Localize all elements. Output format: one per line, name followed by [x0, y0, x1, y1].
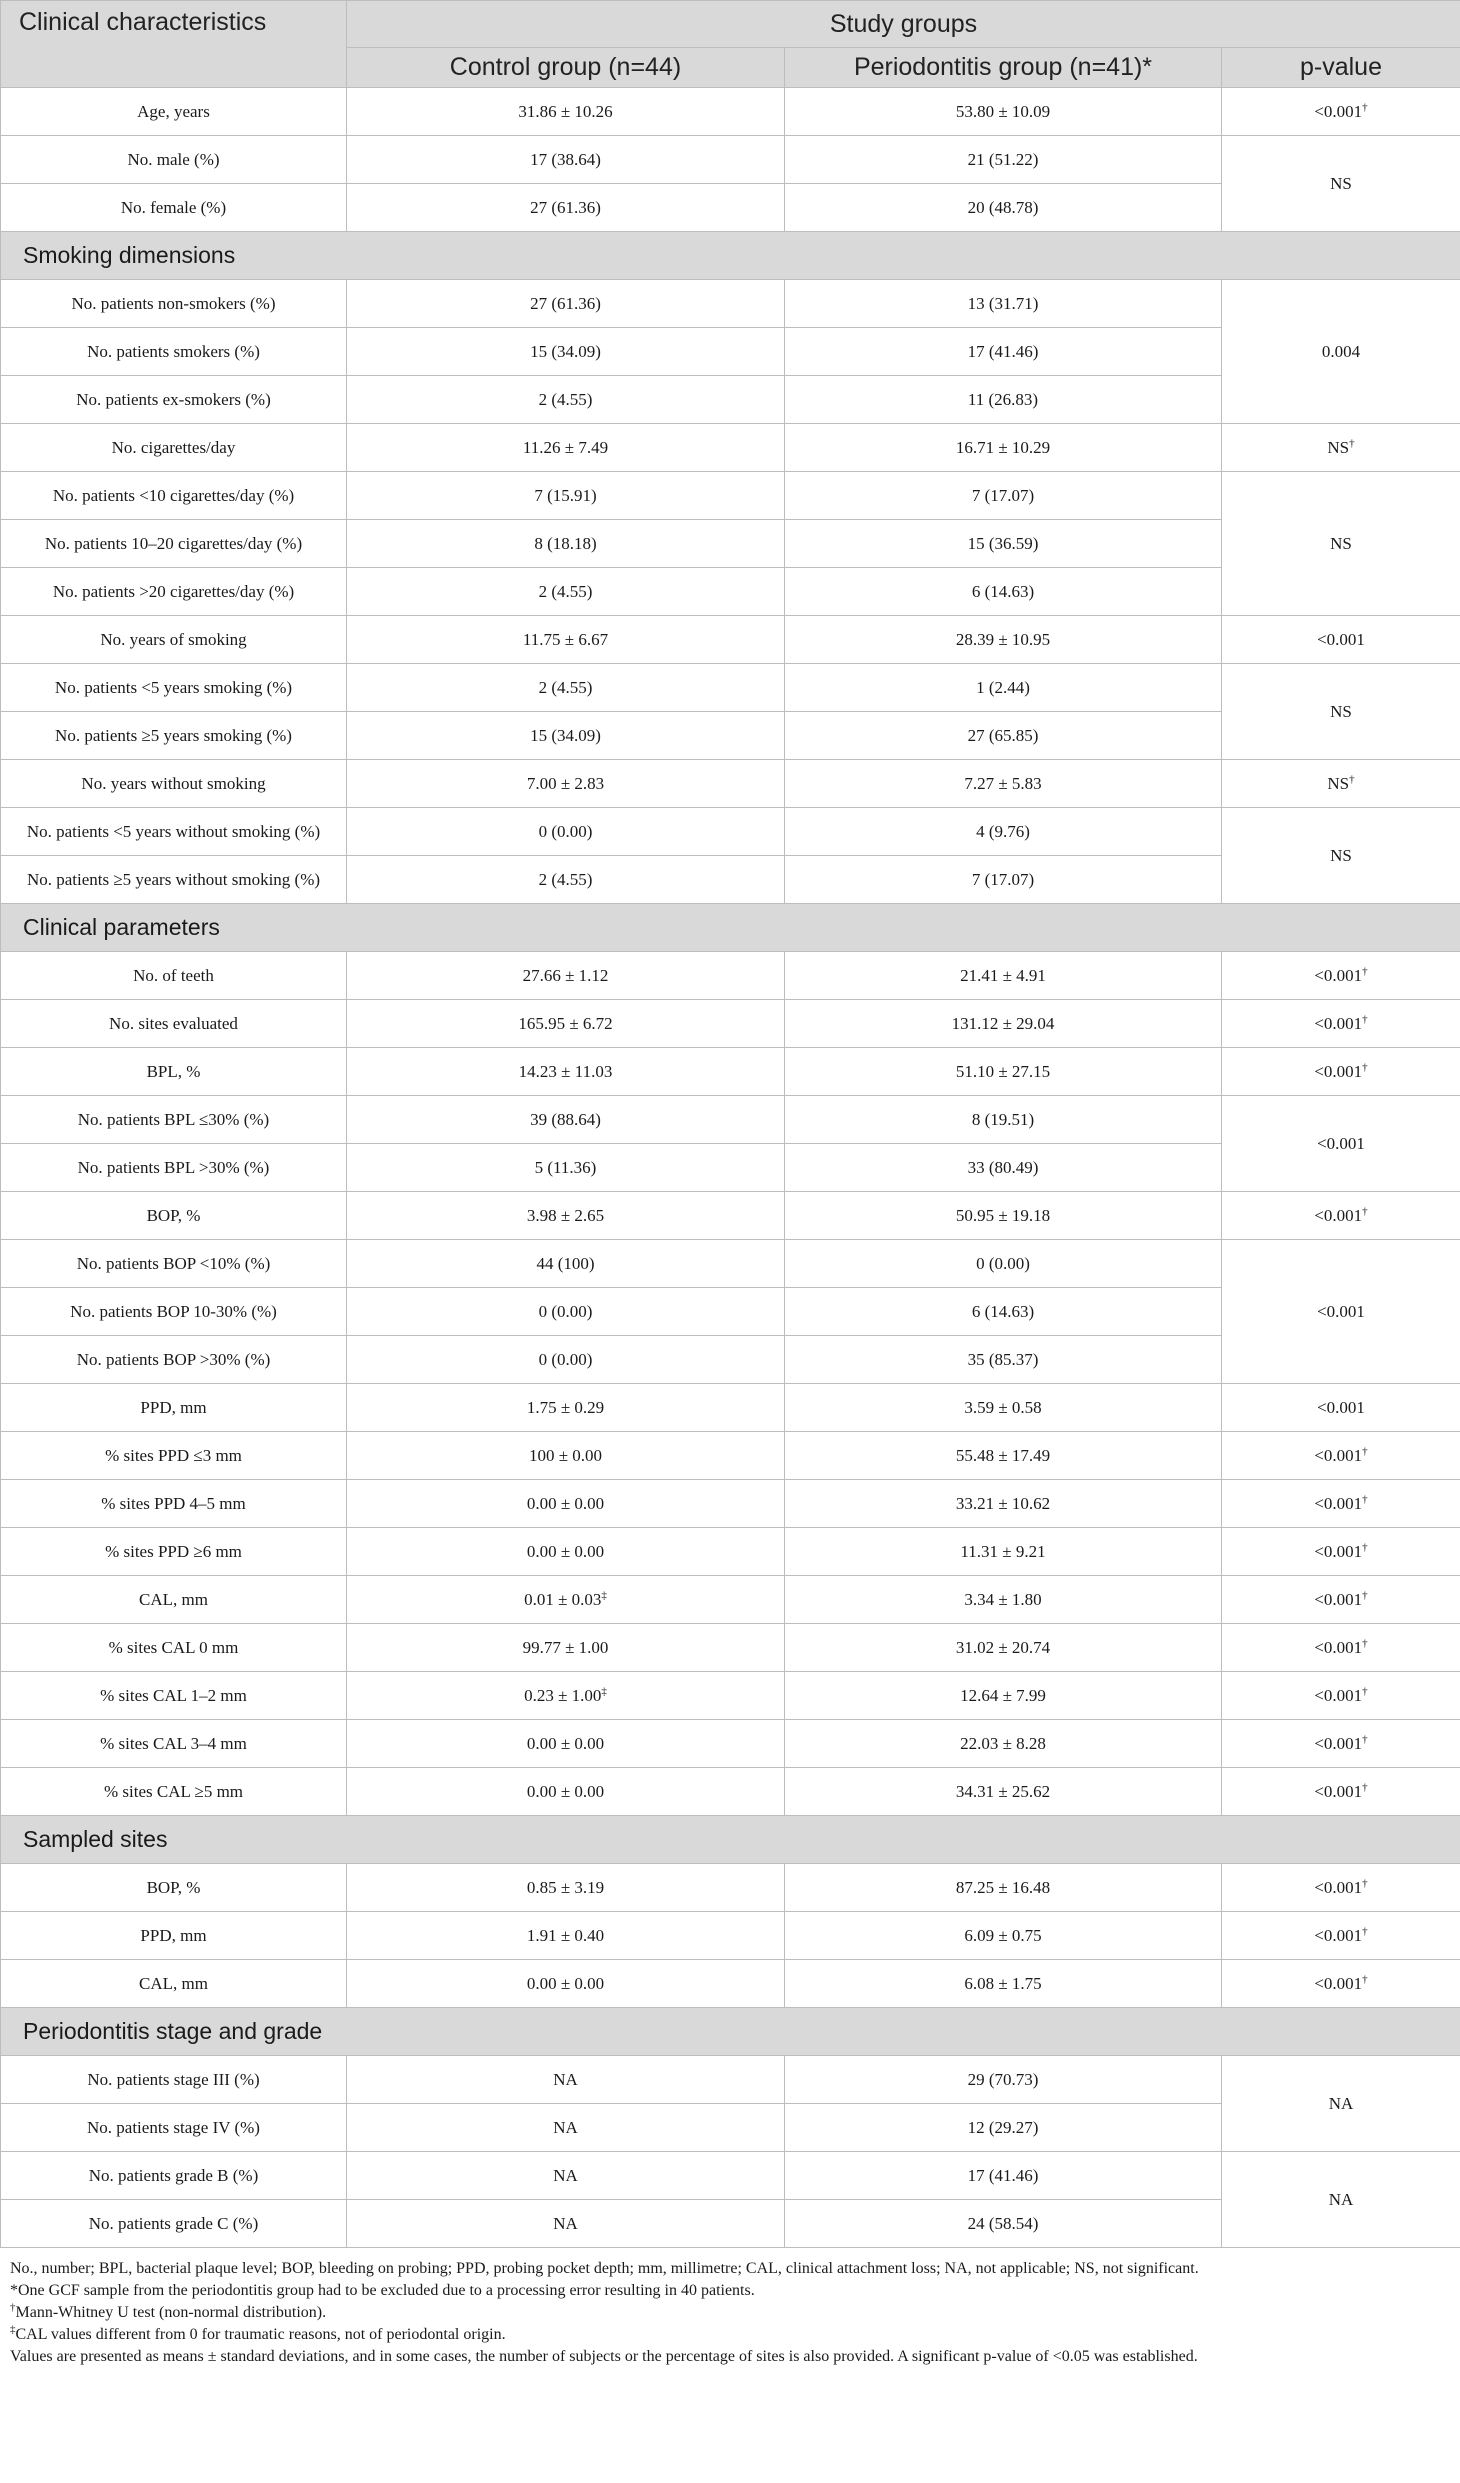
row-label: BOP, % — [1, 1864, 347, 1912]
control-value — [347, 808, 785, 856]
section-heading: Sampled sites — [1, 1816, 1460, 1864]
row-label: BPL, % — [1, 1048, 347, 1096]
table-row — [1, 1384, 1460, 1432]
header-study-groups: Study groups — [347, 1, 1460, 48]
header-clinical-characteristics: Clinical characteristics — [1, 1, 347, 88]
control-value-text: 44 (100) — [536, 1254, 595, 1273]
row-label: No. patients BOP 10-30% (%) — [1, 1288, 347, 1336]
footnote — [10, 2280, 1450, 2302]
row-label: No. patients non-smokers (%) — [1, 280, 347, 328]
footnote — [10, 2324, 1450, 2346]
table-row — [1, 1720, 1460, 1768]
row-label: BOP, % — [1, 1192, 347, 1240]
footnote-mark: † — [1362, 1877, 1368, 1890]
table-row — [1, 1528, 1460, 1576]
control-value — [347, 1384, 785, 1432]
periodontitis-value: 7 (17.07) — [785, 472, 1222, 520]
row-label: % sites PPD 4–5 mm — [1, 1480, 347, 1528]
periodontitis-value: 51.10 ± 27.15 — [785, 1048, 1222, 1096]
control-value — [347, 376, 785, 424]
control-value — [347, 1048, 785, 1096]
control-value — [347, 1144, 785, 1192]
p-value-text: <0.001 — [1314, 1974, 1363, 1993]
periodontitis-value: 12 (29.27) — [785, 2104, 1222, 2152]
p-value-text: <0.001 — [1317, 630, 1365, 649]
control-value-text: 100 ± 0.00 — [528, 1446, 603, 1465]
footnote-mark: ‡ — [601, 1685, 607, 1698]
periodontitis-value: 21 (51.22) — [785, 136, 1222, 184]
periodontitis-value: 31.02 ± 20.74 — [785, 1624, 1222, 1672]
table-row — [1, 1960, 1460, 2008]
row-label: No. patients BOP <10% (%) — [1, 1240, 347, 1288]
control-value — [347, 280, 785, 328]
row-label: No. female (%) — [1, 184, 347, 232]
p-value-text: <0.001 — [1314, 1206, 1363, 1225]
control-value — [347, 424, 785, 472]
control-value-text: 0.23 ± 1.00 — [524, 1686, 602, 1705]
control-value-text: 0.00 ± 0.00 — [526, 1782, 605, 1801]
control-value — [347, 2152, 785, 2200]
p-value — [1222, 808, 1460, 904]
table-header — [1, 1, 1460, 88]
table-row — [1, 1480, 1460, 1528]
row-label: % sites PPD ≥6 mm — [1, 1528, 347, 1576]
control-value-text: 11.26 ± 7.49 — [522, 438, 609, 457]
control-value-text: 17 (38.64) — [530, 150, 601, 169]
table-row — [1, 1864, 1460, 1912]
row-label: No. male (%) — [1, 136, 347, 184]
table-row — [1, 952, 1460, 1000]
control-value-text: NA — [553, 2166, 578, 2185]
periodontitis-value: 11.31 ± 9.21 — [785, 1528, 1222, 1576]
p-value-text: <0.001 — [1314, 1734, 1363, 1753]
control-value-text: 0.85 ± 3.19 — [526, 1878, 605, 1897]
table-row — [1, 1768, 1460, 1816]
table-body — [1, 88, 1460, 2248]
row-label: No. sites evaluated — [1, 1000, 347, 1048]
p-value — [1222, 1768, 1460, 1816]
control-value-text: 165.95 ± 6.72 — [518, 1014, 613, 1033]
control-value — [347, 1480, 785, 1528]
table-row — [1, 1624, 1460, 1672]
table-row — [1, 1912, 1460, 1960]
row-label: No. patients grade C (%) — [1, 2200, 347, 2248]
p-value — [1222, 2056, 1460, 2152]
control-value-text: 0.01 ± 0.03 — [524, 1590, 602, 1609]
control-value-text: 5 (11.36) — [534, 1158, 597, 1177]
p-value-text: <0.001 — [1314, 1446, 1363, 1465]
periodontitis-value: 6 (14.63) — [785, 568, 1222, 616]
row-label: PPD, mm — [1, 1384, 347, 1432]
periodontitis-value: 0 (0.00) — [785, 1240, 1222, 1288]
p-value-text: NS — [1330, 846, 1352, 865]
row-label: No. years of smoking — [1, 616, 347, 664]
p-value — [1222, 1000, 1460, 1048]
p-value-text: <0.001 — [1314, 1686, 1363, 1705]
periodontitis-value: 29 (70.73) — [785, 2056, 1222, 2104]
control-value-text: NA — [553, 2214, 578, 2233]
footnote — [10, 2258, 1450, 2280]
footnote-mark: † — [1362, 1925, 1368, 1938]
row-label: No. patients stage IV (%) — [1, 2104, 347, 2152]
control-value — [347, 2104, 785, 2152]
control-value — [347, 1672, 785, 1720]
footnote-mark: † — [1362, 965, 1368, 978]
control-value — [347, 856, 785, 904]
table-row — [1, 760, 1460, 808]
table-row — [1, 1432, 1460, 1480]
footnote-text: CAL values different from 0 for traumatic reasons, not of periodontal origin. — [15, 2326, 506, 2343]
control-value-text: 0 (0.00) — [538, 1302, 593, 1321]
footnote-text: No., number; BPL, bacterial plaque level; BOP, bleeding on probing; PPD, probing pocket depth; mm, millimetre; CAL, clinical attachment loss; NA, not applicable; NS, not significant. — [10, 2260, 1199, 2277]
row-label: No. patients BPL >30% (%) — [1, 1144, 347, 1192]
periodontitis-value: 33.21 ± 10.62 — [785, 1480, 1222, 1528]
p-value — [1222, 1576, 1460, 1624]
footnote-mark: † — [10, 2301, 16, 2314]
control-value — [347, 1576, 785, 1624]
row-label: % sites CAL 0 mm — [1, 1624, 347, 1672]
footnote-mark: † — [1362, 1733, 1368, 1746]
table-row — [1, 1048, 1460, 1096]
control-value — [347, 1720, 785, 1768]
control-value — [347, 1864, 785, 1912]
p-value-text: <0.001 — [1314, 1494, 1363, 1513]
periodontitis-value: 87.25 ± 16.48 — [785, 1864, 1222, 1912]
control-value — [347, 472, 785, 520]
p-value — [1222, 664, 1460, 760]
row-label: No. of teeth — [1, 952, 347, 1000]
p-value — [1222, 952, 1460, 1000]
periodontitis-value: 17 (41.46) — [785, 328, 1222, 376]
p-value — [1222, 1048, 1460, 1096]
p-value — [1222, 1672, 1460, 1720]
table-row — [1, 1192, 1460, 1240]
control-value-text: 2 (4.55) — [538, 390, 593, 409]
p-value — [1222, 1528, 1460, 1576]
control-value — [347, 1096, 785, 1144]
p-value-text: NS — [1330, 174, 1352, 193]
footnote-mark: † — [1362, 1445, 1368, 1458]
table-row — [1, 1576, 1460, 1624]
table-row — [1, 616, 1460, 664]
control-value — [347, 136, 785, 184]
periodontitis-value: 8 (19.51) — [785, 1096, 1222, 1144]
row-label: No. patients ex-smokers (%) — [1, 376, 347, 424]
footnote-mark: ‡ — [10, 2323, 16, 2336]
control-value — [347, 1528, 785, 1576]
p-value-text: NA — [1328, 2094, 1354, 2113]
control-value — [347, 760, 785, 808]
control-value-text: 7 (15.91) — [534, 486, 597, 505]
footnote-mark: † — [1362, 1013, 1368, 1026]
row-label: % sites CAL ≥5 mm — [1, 1768, 347, 1816]
control-value — [347, 1000, 785, 1048]
periodontitis-value: 35 (85.37) — [785, 1336, 1222, 1384]
table-row — [1, 1672, 1460, 1720]
row-label: PPD, mm — [1, 1912, 347, 1960]
control-value — [347, 1432, 785, 1480]
p-value-text: <0.001 — [1314, 102, 1363, 121]
p-value-text: <0.001 — [1314, 1782, 1363, 1801]
control-value-text: 1.91 ± 0.40 — [526, 1926, 605, 1945]
control-value-text: 7.00 ± 2.83 — [526, 774, 605, 793]
footnote — [10, 2346, 1450, 2368]
control-value-text: 99.77 ± 1.00 — [522, 1638, 609, 1657]
row-label: % sites PPD ≤3 mm — [1, 1432, 347, 1480]
row-label: No. patients BPL ≤30% (%) — [1, 1096, 347, 1144]
p-value-text: <0.001 — [1314, 1014, 1363, 1033]
periodontitis-value: 13 (31.71) — [785, 280, 1222, 328]
table-row — [1, 136, 1460, 184]
row-label: Age, years — [1, 88, 347, 136]
row-label: No. patients smokers (%) — [1, 328, 347, 376]
row-label: No. patients ≥5 years without smoking (%) — [1, 856, 347, 904]
p-value — [1222, 280, 1460, 424]
periodontitis-value: 55.48 ± 17.49 — [785, 1432, 1222, 1480]
p-value — [1222, 1240, 1460, 1384]
row-label: No. patients ≥5 years smoking (%) — [1, 712, 347, 760]
p-value-text: <0.001 — [1314, 1878, 1363, 1897]
footnote-mark: † — [1362, 1205, 1368, 1218]
section-heading: Smoking dimensions — [1, 232, 1460, 280]
footnote-text: *One GCF sample from the periodontitis group had to be excluded due to a processing error resulting in 40 patients. — [10, 2282, 755, 2299]
control-value — [347, 568, 785, 616]
periodontitis-value: 7 (17.07) — [785, 856, 1222, 904]
table-row — [1, 280, 1460, 328]
periodontitis-value: 27 (65.85) — [785, 712, 1222, 760]
control-value-text: 2 (4.55) — [538, 678, 593, 697]
section-row — [1, 1816, 1460, 1864]
p-value — [1222, 1432, 1460, 1480]
periodontitis-value: 33 (80.49) — [785, 1144, 1222, 1192]
section-row — [1, 232, 1460, 280]
p-value-text: <0.001 — [1317, 1134, 1365, 1153]
periodontitis-value: 20 (48.78) — [785, 184, 1222, 232]
control-value-text: 0 (0.00) — [538, 822, 593, 841]
row-label: % sites CAL 1–2 mm — [1, 1672, 347, 1720]
control-value-text: NA — [553, 2118, 578, 2137]
control-value — [347, 2200, 785, 2248]
p-value-text: <0.001 — [1314, 966, 1363, 985]
periodontitis-value: 12.64 ± 7.99 — [785, 1672, 1222, 1720]
footnote-mark: † — [1362, 1637, 1368, 1650]
control-value — [347, 1240, 785, 1288]
p-value — [1222, 136, 1460, 232]
p-value — [1222, 1192, 1460, 1240]
periodontitis-value: 3.59 ± 0.58 — [785, 1384, 1222, 1432]
section-row — [1, 2008, 1460, 2056]
footnote-mark: ‡ — [601, 1589, 607, 1602]
control-value — [347, 1768, 785, 1816]
periodontitis-value: 28.39 ± 10.95 — [785, 616, 1222, 664]
periodontitis-value: 6.09 ± 0.75 — [785, 1912, 1222, 1960]
p-value-text: NS — [1330, 534, 1352, 553]
periodontitis-value: 21.41 ± 4.91 — [785, 952, 1222, 1000]
footnote-mark: † — [1362, 1541, 1368, 1554]
row-label: No. patients <10 cigarettes/day (%) — [1, 472, 347, 520]
table-row — [1, 1240, 1460, 1288]
periodontitis-value: 22.03 ± 8.28 — [785, 1720, 1222, 1768]
footnote-text: Mann-Whitney U test (non-normal distribution). — [15, 2304, 327, 2321]
p-value-text: 0.004 — [1321, 342, 1361, 361]
periodontitis-value: 1 (2.44) — [785, 664, 1222, 712]
periodontitis-value: 11 (26.83) — [785, 376, 1222, 424]
control-value — [347, 184, 785, 232]
control-value-text: 39 (88.64) — [530, 1110, 601, 1129]
p-value-text: <0.001 — [1314, 1926, 1363, 1945]
p-value — [1222, 1912, 1460, 1960]
row-label: No. patients BOP >30% (%) — [1, 1336, 347, 1384]
control-value-text: 31.86 ± 10.26 — [518, 102, 613, 121]
control-value-text: 3.98 ± 2.65 — [526, 1206, 605, 1225]
p-value-text: <0.001 — [1314, 1590, 1363, 1609]
control-value — [347, 1288, 785, 1336]
control-value-text: 0.00 ± 0.00 — [526, 1734, 605, 1753]
table-row — [1, 664, 1460, 712]
control-value-text: 2 (4.55) — [538, 582, 593, 601]
row-label: No. patients stage III (%) — [1, 2056, 347, 2104]
p-value — [1222, 88, 1460, 136]
p-value — [1222, 1480, 1460, 1528]
p-value — [1222, 1720, 1460, 1768]
row-label: No. years without smoking — [1, 760, 347, 808]
control-value — [347, 520, 785, 568]
periodontitis-value: 34.31 ± 25.62 — [785, 1768, 1222, 1816]
control-value — [347, 616, 785, 664]
control-value-text: 14.23 ± 11.03 — [518, 1062, 613, 1081]
row-label: No. patients >20 cigarettes/day (%) — [1, 568, 347, 616]
table-row — [1, 1000, 1460, 1048]
control-value-text: 1.75 ± 0.29 — [526, 1398, 605, 1417]
periodontitis-value: 3.34 ± 1.80 — [785, 1576, 1222, 1624]
section-heading: Periodontitis stage and grade — [1, 2008, 1460, 2056]
control-value-text: 27.66 ± 1.12 — [522, 966, 609, 985]
row-label: No. patients 10–20 cigarettes/day (%) — [1, 520, 347, 568]
footnote-mark: † — [1362, 1781, 1368, 1794]
control-value — [347, 1960, 785, 2008]
control-value-text: 15 (34.09) — [530, 726, 601, 745]
p-value-text: NS — [1327, 438, 1350, 457]
section-row — [1, 904, 1460, 952]
footnote-text: Values are presented as means ± standard deviations, and in some cases, the number of subjects or the percentage of sites is also provided. A significant p-value of <0.05 was established. — [10, 2348, 1198, 2365]
table-row — [1, 1096, 1460, 1144]
footnote-mark: † — [1349, 437, 1355, 450]
footnote — [10, 2302, 1450, 2324]
footnote-mark: † — [1362, 1061, 1368, 1074]
footnote-mark: † — [1362, 1589, 1368, 1602]
p-value — [1222, 1384, 1460, 1432]
table-row — [1, 808, 1460, 856]
periodontitis-value: 7.27 ± 5.83 — [785, 760, 1222, 808]
header-p-value: p-value — [1222, 48, 1460, 88]
periodontitis-value: 53.80 ± 10.09 — [785, 88, 1222, 136]
p-value — [1222, 1960, 1460, 2008]
control-value-text: NA — [553, 2070, 578, 2089]
section-heading: Clinical parameters — [1, 904, 1460, 952]
row-label: % sites CAL 3–4 mm — [1, 1720, 347, 1768]
p-value — [1222, 472, 1460, 616]
header-control-group: Control group (n=44) — [347, 48, 785, 88]
control-value-text: 0.00 ± 0.00 — [526, 1974, 605, 1993]
control-value — [347, 664, 785, 712]
table-row — [1, 424, 1460, 472]
control-value-text: 0.00 ± 0.00 — [526, 1494, 605, 1513]
footnote-mark: † — [1349, 773, 1355, 786]
p-value — [1222, 616, 1460, 664]
footnote-mark: † — [1362, 1973, 1368, 1986]
p-value-text: <0.001 — [1317, 1398, 1365, 1417]
p-value — [1222, 1624, 1460, 1672]
periodontitis-value: 6 (14.63) — [785, 1288, 1222, 1336]
control-value — [347, 1192, 785, 1240]
control-value-text: 8 (18.18) — [534, 534, 597, 553]
control-value-text: 0 (0.00) — [538, 1350, 593, 1369]
control-value — [347, 328, 785, 376]
p-value — [1222, 2152, 1460, 2248]
p-value — [1222, 424, 1460, 472]
p-value — [1222, 1864, 1460, 1912]
periodontitis-value: 50.95 ± 19.18 — [785, 1192, 1222, 1240]
control-value — [347, 1912, 785, 1960]
control-value-text: 2 (4.55) — [538, 870, 593, 889]
p-value — [1222, 1096, 1460, 1192]
control-value — [347, 1624, 785, 1672]
footnote-mark: † — [1362, 1685, 1368, 1698]
header-periodontitis-group: Periodontitis group (n=41)* — [785, 48, 1222, 88]
control-value — [347, 952, 785, 1000]
control-value-text: 15 (34.09) — [530, 342, 601, 361]
control-value-text: 27 (61.36) — [530, 198, 601, 217]
p-value-text: NA — [1328, 2190, 1354, 2209]
row-label: No. cigarettes/day — [1, 424, 347, 472]
periodontitis-value: 15 (36.59) — [785, 520, 1222, 568]
periodontitis-value: 17 (41.46) — [785, 2152, 1222, 2200]
control-value-text: 27 (61.36) — [530, 294, 601, 313]
footnote-mark: † — [1362, 1493, 1368, 1506]
periodontitis-value: 24 (58.54) — [785, 2200, 1222, 2248]
p-value — [1222, 760, 1460, 808]
control-value — [347, 712, 785, 760]
row-label: No. patients <5 years without smoking (%) — [1, 808, 347, 856]
table-row — [1, 2152, 1460, 2200]
periodontitis-value: 4 (9.76) — [785, 808, 1222, 856]
row-label: CAL, mm — [1, 1960, 347, 2008]
control-value — [347, 88, 785, 136]
p-value-text: NS — [1327, 774, 1350, 793]
table-row — [1, 2056, 1460, 2104]
control-value — [347, 2056, 785, 2104]
p-value-text: NS — [1330, 702, 1352, 721]
footnote-mark: † — [1362, 101, 1368, 114]
periodontitis-value: 6.08 ± 1.75 — [785, 1960, 1222, 2008]
table-row — [1, 88, 1460, 136]
control-value-text: 11.75 ± 6.67 — [522, 630, 609, 649]
row-label: No. patients <5 years smoking (%) — [1, 664, 347, 712]
periodontitis-value: 131.12 ± 29.04 — [785, 1000, 1222, 1048]
p-value-text: <0.001 — [1314, 1638, 1363, 1657]
control-value — [347, 1336, 785, 1384]
row-label: No. patients grade B (%) — [1, 2152, 347, 2200]
p-value-text: <0.001 — [1314, 1062, 1363, 1081]
table-footnotes — [0, 2248, 1460, 2368]
periodontitis-value: 16.71 ± 10.29 — [785, 424, 1222, 472]
p-value-text: <0.001 — [1317, 1302, 1365, 1321]
control-value-text: 0.00 ± 0.00 — [526, 1542, 605, 1561]
table-row — [1, 472, 1460, 520]
p-value-text: <0.001 — [1314, 1542, 1363, 1561]
row-label: CAL, mm — [1, 1576, 347, 1624]
